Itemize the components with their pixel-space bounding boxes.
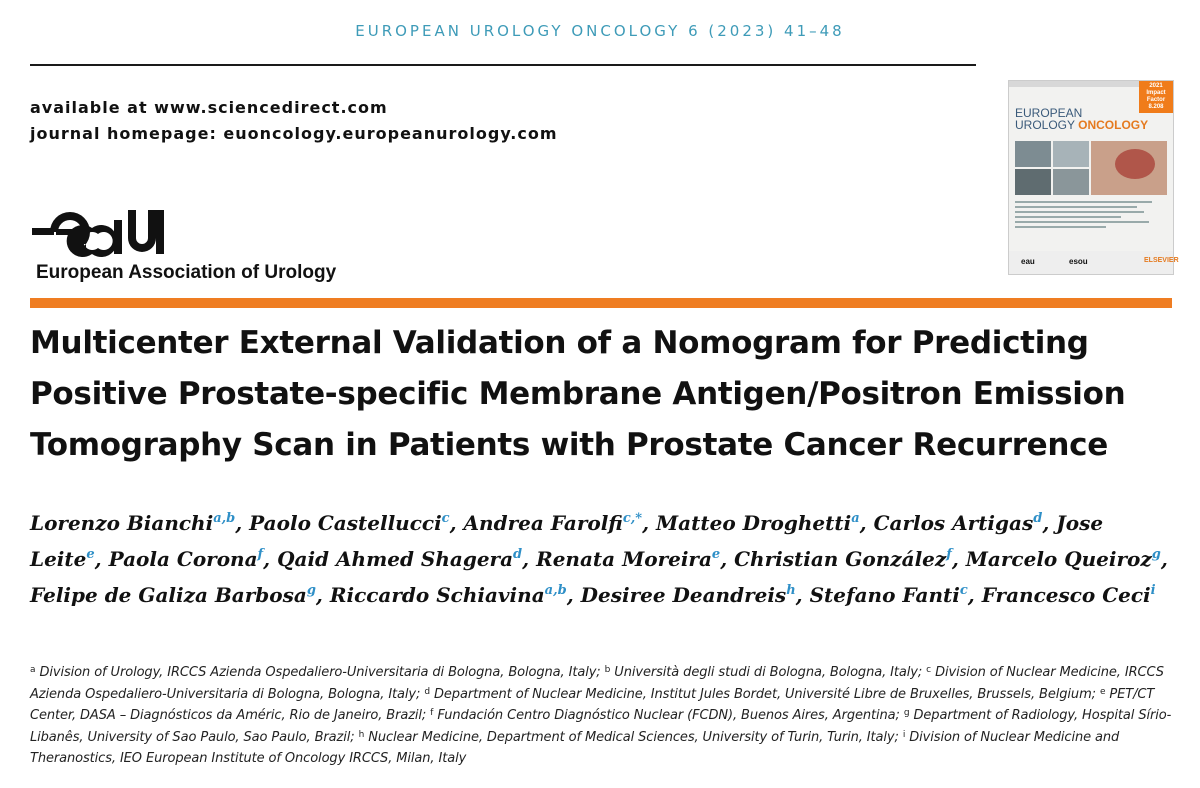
author-name[interactable]: Felipe de Galiza Barbosa <box>30 583 307 607</box>
author-name[interactable]: Renata Moreira <box>536 547 712 571</box>
affiliation-key: c <box>926 665 932 675</box>
author-affiliation-marker[interactable]: e <box>86 547 95 562</box>
author-name[interactable]: Christian González <box>734 547 947 571</box>
author-affiliation-marker[interactable]: a <box>851 511 860 526</box>
affiliation-key: h <box>358 729 365 740</box>
impact-year: 2021 <box>1149 83 1163 89</box>
author-affiliation-marker[interactable]: e <box>711 547 721 562</box>
orange-divider <box>30 298 1172 308</box>
affiliation-text: Department of Radiology, Hospital Sírio-Libanês, University of Sao Paulo, Sao Paulo, Brazil; <box>30 708 1172 745</box>
author-name[interactable]: Lorenzo Bianchi <box>30 511 214 535</box>
author-affiliation-marker[interactable]: f <box>946 547 952 562</box>
author-affiliation-marker[interactable]: c <box>959 583 968 598</box>
author-affiliation-marker[interactable]: d <box>513 547 523 562</box>
impact-label: Impact <box>1146 90 1166 96</box>
author-name[interactable]: Carlos Artigas <box>873 511 1034 535</box>
author-name[interactable]: Stefano Fanti <box>809 583 960 607</box>
author-affiliation-marker[interactable]: i <box>1150 583 1156 598</box>
author-name[interactable]: Desiree Deandreis <box>580 583 787 607</box>
sciencedirect-link[interactable]: available at www.sciencedirect.com <box>30 98 388 117</box>
eau-logo <box>32 198 337 298</box>
author-affiliation-marker[interactable]: g <box>306 583 316 598</box>
affiliation-text: Nuclear Medicine, Department of Medical Sciences, University of Turin, Turin, Italy; <box>364 729 903 745</box>
author-affiliation-marker[interactable]: d <box>1033 511 1043 526</box>
author-name[interactable]: Riccardo Schiavina <box>329 583 545 607</box>
journal-homepage-link[interactable]: journal homepage: euoncology.europeanurology.com <box>30 124 558 143</box>
author-name[interactable]: Paolo Castellucci <box>249 511 442 535</box>
affiliations <box>30 662 1178 770</box>
affiliation-key: a <box>30 665 36 675</box>
cover-image-grid <box>1015 141 1167 197</box>
eau-logo-mark <box>32 198 172 260</box>
author-affiliation-marker[interactable]: f <box>257 547 264 562</box>
eau-logo-text: European Association of Urology <box>36 262 337 283</box>
cover-title-urology: UROLOGY <box>1015 118 1075 132</box>
author-name[interactable]: Andrea Farolfi <box>463 511 623 535</box>
cover-esou-logo: esou <box>1069 257 1088 266</box>
cover-title-line1: EUROPEAN <box>1015 106 1083 120</box>
cover-impact-badge <box>1139 81 1173 113</box>
article-title: Multicenter External Validation of a Nomogram for Predicting Positive Prostate-specific Membrane Antigen/Positron Emission Tomography Scan in Patients with Prostate Cancer Recurrence <box>30 325 1126 463</box>
affiliation-key: d <box>424 686 430 697</box>
journal-cover-thumbnail[interactable] <box>1008 80 1179 275</box>
author-name[interactable]: Francesco Ceci <box>981 583 1151 607</box>
affiliation-text: Division of Nuclear Medicine, IRCCS Azienda Ospedaliero-Universitaria di Bologna, Bologna, Italy; <box>30 665 1164 702</box>
header-rule <box>30 64 976 66</box>
cover-highlights <box>1015 201 1167 231</box>
author-name[interactable]: Matteo Droghetti <box>656 511 852 535</box>
affiliation-text: Division of Urology, IRCCS Azienda Ospedaliero-Universitaria di Bologna, Bologna, Italy; <box>35 665 605 680</box>
author-affiliation-marker[interactable]: a,b <box>544 583 567 598</box>
cover-eau-logo: eau <box>1021 257 1035 266</box>
cover-elsevier-logo: ELSEVIER <box>1144 257 1179 264</box>
affiliation-key: e <box>1099 686 1106 697</box>
author-affiliation-marker[interactable]: c,* <box>622 511 643 526</box>
cover-title-oncology: ONCOLOGY <box>1078 118 1149 132</box>
journal-header: EUROPEAN UROLOGY ONCOLOGY 6 (2023) 41–48 <box>355 22 845 40</box>
affiliation-text: Division of Nuclear Medicine and Theranostics, IEO European Institute of Oncology IRCCS, Milan, Italy <box>30 729 1120 767</box>
cover-title-line2 <box>1015 119 1148 131</box>
author-affiliation-marker[interactable]: g <box>1151 547 1161 562</box>
impact-label-2: Factor <box>1146 97 1166 103</box>
author-affiliation-marker[interactable]: h <box>786 583 796 598</box>
affiliation-key: i <box>902 729 906 740</box>
author-name[interactable]: Paola Corona <box>108 547 258 571</box>
author-name[interactable]: Marcelo Queiroz <box>965 547 1152 571</box>
affiliation-key: f <box>430 708 434 719</box>
author-name[interactable]: Qaid Ahmed Shagera <box>277 547 514 571</box>
author-affiliation-marker[interactable]: a,b <box>213 511 236 526</box>
affiliation-text: Fundación Centro Diagnóstico Nuclear (FCDN), Buenos Aires, Argentina; <box>433 708 904 724</box>
author-affiliation-marker[interactable]: c <box>441 511 450 526</box>
affiliation-text: PET/CT Center, DASA – Diagnósticos da Améric, Rio de Janeiro, Brazil; <box>30 686 1155 724</box>
affiliation-text: Università degli studi di Bologna, Bologna, Italy; <box>610 665 927 680</box>
author-list: Lorenzo Bianchi$^{a,b}$, Paolo Castellucci$^c$, Andrea Farolfi$^{c,*}$, Matteo Droghetti$^a$, Carlos Artigas$^d$, Jose Leite$^e$, Paola Corona$^f$, Qaid Ahmed Shagera$^d$, Renata Moreira$^e$, Christian González$^f$, Marcelo Queiroz$^g$, Felipe de Galiza Barbosa$^g$, Riccardo Schiavina$^{a,b}$, Desiree Deandreis$^h$, Stefano Fanti$^c$, Francesco Ceci$^i$ <box>30 511 1168 607</box>
author-name[interactable]: Jose Leite <box>30 511 1104 571</box>
affiliation-text: Department of Nuclear Medicine, Institut Jules Bordet, Université Libre de Bruxelles, Brussels, Belgium; <box>429 686 1100 702</box>
impact-value: 8.208 <box>1148 104 1164 110</box>
affiliation-key: g <box>903 708 910 719</box>
affiliation-key: b <box>604 665 611 675</box>
